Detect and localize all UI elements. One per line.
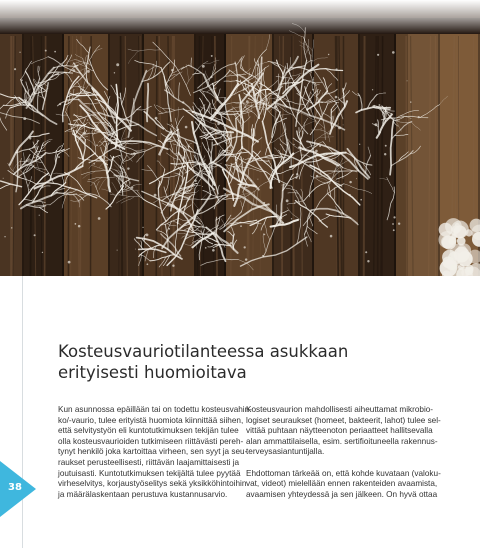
body-line: virheselvitys, korjaustyöselitys sekä yksikköhintoihin bbox=[58, 479, 247, 489]
body-line: joutuisasti. Kuntotutkimuksen tekijältä tulee pyytää bbox=[58, 468, 241, 478]
body-line: Ehdottoman tärkeää on, että kohde kuvataan (valoku- bbox=[246, 468, 441, 478]
paragraph-gap bbox=[246, 458, 428, 469]
body-line: tynyt henkilö joka kartoittaa virheen, sen syyt ja seu- bbox=[58, 447, 248, 457]
body-line: Kosteusvaurion mahdollisesti aiheuttamat mikrobio- bbox=[246, 405, 434, 414]
body-line: että selvitystyön eli kuntotutkimuksen tekijän tulee bbox=[58, 426, 239, 436]
body-line: terveysasiantuntijalla. bbox=[246, 447, 325, 457]
body-line: logiset seuraukset (homeet, bakteerit, lahot) tulee sel- bbox=[246, 415, 441, 425]
heading-line-1: Kosteusvauriotilanteessa asukkaan bbox=[58, 342, 349, 361]
body-line: ko/-vaurio, tulee erityistä huomiota kiinnittää siihen, bbox=[58, 415, 244, 425]
body-line: alan ammattilaisella, esim. sertifioituneella rakennus- bbox=[246, 436, 438, 446]
body-line: olla kosteusvaurioiden tutkimiseen riittävästi pereh- bbox=[58, 436, 244, 446]
body-line: vittää puhtaan näytteenoton periaatteet hallitsevalla bbox=[246, 426, 433, 436]
body-line: vat, videot) mielellään ennen rakenteiden avaamista, bbox=[246, 479, 438, 489]
body-line: raukset perusteellisesti, riittävän laajamittaisesti ja bbox=[58, 457, 240, 467]
heading-line-2: erityisesti huomioitava bbox=[58, 363, 247, 382]
left-text-column bbox=[58, 405, 252, 500]
right-text-column bbox=[246, 405, 441, 500]
body-line: avaamisen yhteydessä ja sen jälkeen. On hyvä ottaa bbox=[246, 489, 438, 499]
photo-top-fade bbox=[0, 0, 480, 34]
page-number: 38 bbox=[8, 482, 22, 493]
section-heading bbox=[58, 341, 398, 383]
body-line: Kun asunnossa epäillään tai on todettu kosteusvahin- bbox=[58, 405, 252, 414]
body-line: ja määrälaskentaan perustuva kustannusarvio. bbox=[58, 489, 228, 499]
